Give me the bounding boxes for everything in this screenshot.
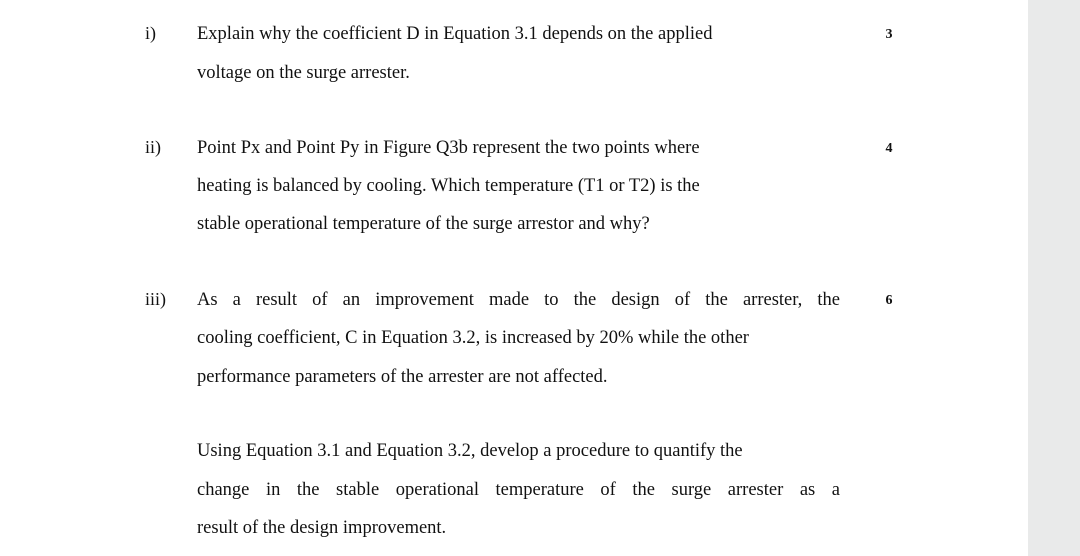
question-marks: 3 xyxy=(885,27,893,42)
question-line: Point Px and Point Py in Figure Q3b represent the two points where xyxy=(197,138,700,158)
question-line: Explain why the coefficient D in Equation 3.1 depends on the applied xyxy=(197,24,713,44)
right-margin-panel xyxy=(1028,0,1080,556)
question-line: cooling coefficient, C in Equation 3.2, is increased by 20% while the other xyxy=(197,328,749,348)
question-number: ii) xyxy=(145,137,161,157)
question-line: As a result of an improvement made to the design of the arrester, the xyxy=(197,290,840,310)
question-line: heating is balanced by cooling. Which temperature (T1 or T2) is the xyxy=(197,176,700,196)
question-line: voltage on the surge arrester. xyxy=(197,63,410,83)
question-number: iii) xyxy=(145,289,166,309)
question-line: performance parameters of the arrester are not affected. xyxy=(197,367,608,387)
question-line: Using Equation 3.1 and Equation 3.2, develop a procedure to quantify the xyxy=(197,441,743,461)
question-line: stable operational temperature of the surge arrestor and why? xyxy=(197,214,650,234)
question-line: change in the stable operational temperature of the surge arrester as a xyxy=(197,480,840,500)
question-marks: 4 xyxy=(885,141,893,156)
question-number: i) xyxy=(145,23,156,43)
question-line: result of the design improvement. xyxy=(197,518,447,538)
question-marks: 6 xyxy=(885,293,893,308)
